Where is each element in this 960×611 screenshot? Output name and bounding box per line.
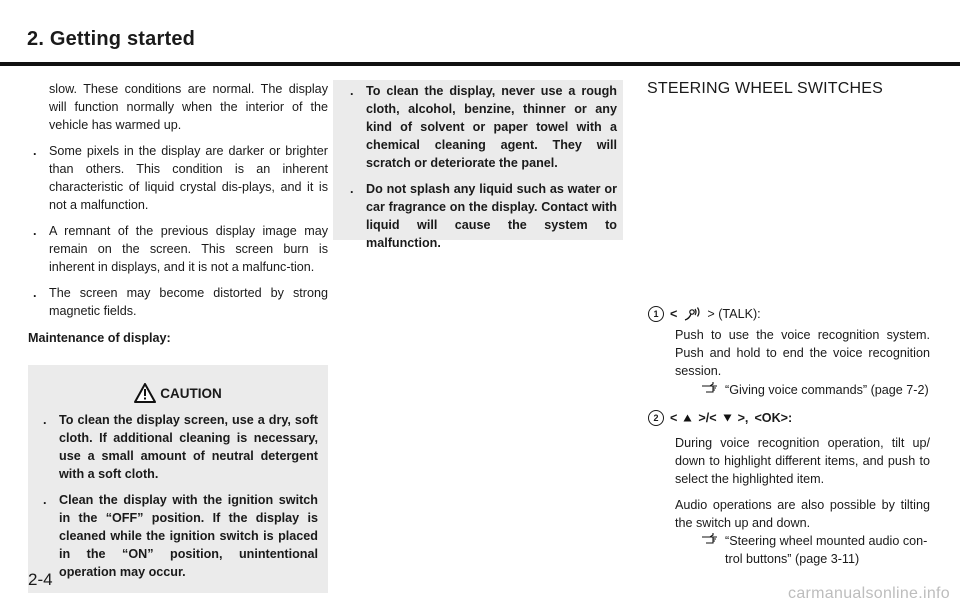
reference-link: “Steering wheel mounted audio con-trol buttons” (page 3-11): [648, 532, 930, 568]
section-title: STEERING WHEEL SWITCHES: [647, 80, 884, 97]
caution-title: CAUTION: [160, 386, 222, 401]
caution-header: [38, 375, 318, 403]
switch-item-1-heading: 1 < > (TALK):: [648, 305, 930, 323]
bullet-icon: .: [33, 224, 37, 238]
list-item: . To clean the display screen, use a dry, soft cloth. If additional cleaning is necessary, use a small amount of neutral detergent with a soft cloth.: [43, 413, 318, 481]
continuation-paragraph: slow. These conditions are normal. The display will function normally when the interior of the vehicle has warmed up.: [49, 82, 328, 132]
list-item: . Some pixels in the display are darker or brighter than others. This condition is an inherent characteristic of liquid crystal dis-plays, and it is not a malfunction.: [33, 144, 328, 212]
maintenance-heading: Maintenance of display:: [28, 331, 171, 345]
list-item: . The screen may become distorted by strong magnetic fields.: [33, 286, 328, 318]
bullet-icon: .: [33, 286, 37, 300]
header-rule: [0, 62, 960, 66]
switch-item-2-body: During voice recognition operation, tilt up/ down to highlight different items, and push to select the highlighted item. Audio operations are also possible by tilting the switch up and down.: [675, 436, 930, 530]
up-triangle-icon: [683, 414, 692, 422]
bullet-icon: .: [43, 493, 47, 507]
bullet-icon: .: [43, 413, 47, 427]
pointing-hand-icon: [701, 532, 719, 544]
callout-number-1: 1: [648, 306, 664, 322]
watermark: carmanualsonline.info: [788, 585, 950, 602]
switch-list: [648, 305, 930, 568]
page-header-title: 2. Getting started: [27, 28, 196, 50]
bullet-icon: .: [350, 182, 354, 196]
warning-triangle-icon: [134, 383, 156, 403]
list-item: . A remnant of the previous display image may remain on the screen. This screen burn is inherent in displays, and it is not a malfunc-tion.: [33, 224, 328, 274]
list-item: . Do not splash any liquid such as water or car fragrance on the display. Contact with liquid will cause the system to malfunction.: [350, 182, 617, 250]
caution-box: [28, 365, 328, 593]
page-number: 2-4: [28, 570, 53, 589]
pointing-hand-icon: [701, 381, 719, 393]
down-triangle-icon: [723, 414, 732, 422]
list-item: . To clean the display, never use a rough cloth, alcohol, benzine, thinner or any kind of solvent or paper towel with a chemical cleaning agent. They will scratch or deteriorate the panel.: [350, 84, 617, 170]
list-item: . Clean the display with the ignition switch in the “OFF” position. If the display is cleaned while the ignition switch is placed in the “ON” position, unintentional operation may occur.: [43, 493, 318, 579]
reference-link: “Giving voice commands” (page 7-2): [648, 381, 930, 399]
column-1: [28, 80, 328, 593]
callout-number-2: 2: [648, 410, 664, 426]
switch-item-1-body: Push to use the voice recognition system. Push and hold to end the voice recognition session.: [675, 328, 930, 378]
switch-item-2-heading: 2 < >/< >, <OK>:: [648, 409, 930, 427]
bullet-icon: .: [350, 84, 354, 98]
bullet-icon: .: [33, 144, 37, 158]
caution-box-continued: [333, 80, 623, 250]
voice-talk-icon: [683, 307, 701, 321]
